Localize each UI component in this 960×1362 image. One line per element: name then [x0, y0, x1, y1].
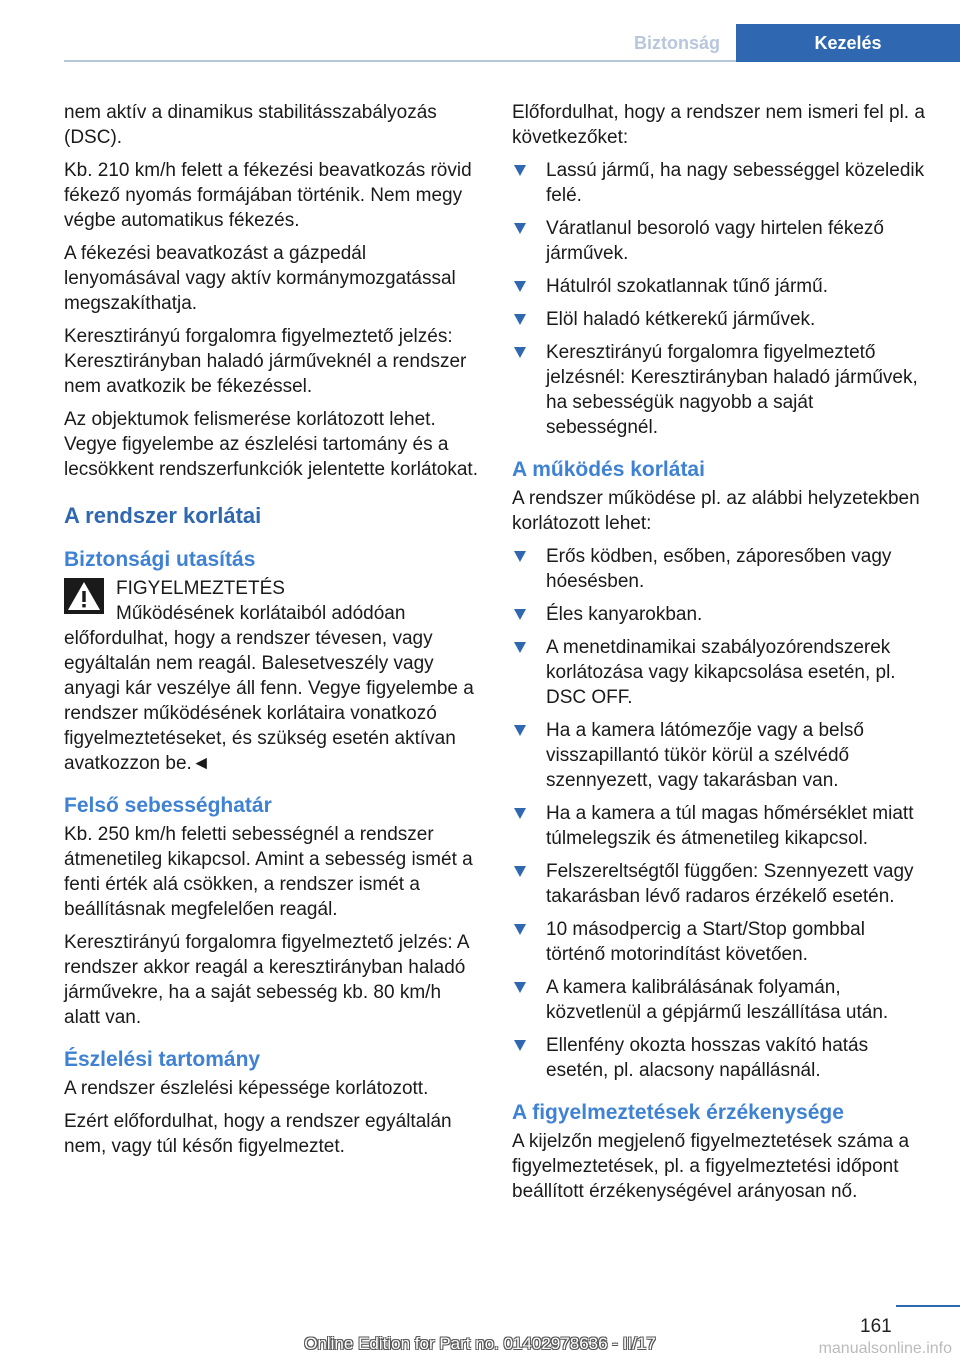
bullet-triangle-icon	[514, 314, 526, 325]
list-item: A kamera kalibrálásának folyamán, közvetlenül a gépjármű leszállítása után.	[512, 975, 926, 1025]
warning-text: Működésének korlátaiból adódóan előfordulhat, hogy a rendszer tévesen, vagy egyáltalán nem reagál. Balesetveszély vagy anyagi kár veszélye áll fenn. Vegye figyelembe a rendszer működésének korlátaira vonatkozó figyelmeztetéseket, és szükség esetén aktívan avatkozzon be.◄	[64, 603, 474, 774]
paragraph: A fékezési beavatkozást a gázpedál lenyomásával vagy aktív kormánymozgatással megszakíthatja.	[64, 243, 456, 314]
warning-block	[64, 576, 478, 776]
bullet-triangle-icon	[514, 808, 526, 819]
paragraph: Előfordulhat, hogy a rendszer nem ismeri fel pl. a következőket:	[512, 102, 925, 148]
bullet-triangle-icon	[514, 551, 526, 562]
bullet-triangle-icon	[514, 223, 526, 234]
warning-triangle-icon	[64, 578, 104, 614]
list-item: Keresztirányú forgalomra figyelmeztető jelzésnél: Keresztirányban haladó járművek, ha sebességük nagyobb a saját sebességnél.	[512, 340, 926, 440]
bullet-triangle-icon	[514, 1040, 526, 1051]
subheading-speed-limit: Felső sebességhatár	[64, 794, 272, 817]
section-heading-limits: A rendszer korlátai	[64, 503, 262, 528]
subheading-safety: Biztonsági utasítás	[64, 548, 256, 571]
left-column	[64, 100, 478, 1167]
bullet-triangle-icon	[514, 642, 526, 653]
subheading-function-limits: A működés korlátai	[512, 458, 705, 481]
right-column	[512, 100, 926, 1212]
bullet-triangle-icon	[514, 165, 526, 176]
paragraph: A rendszer működése pl. az alábbi helyzetekben korlátozott lehet:	[512, 488, 920, 534]
list-item: Felszereltségtől függően: Szennyezett vagy takarásban lévő radaros érzékelő esetén.	[512, 859, 926, 909]
list-item: A menetdinamikai szabályozórendszerek korlátozása vagy kikapcsolása esetén, pl. DSC OFF.	[512, 635, 926, 710]
watermark: manualsonline.info	[818, 1340, 952, 1357]
header-tabs	[618, 24, 960, 62]
subheading-detection-range: Észlelési tartomány	[64, 1048, 261, 1071]
list-item: Hátulról szokatlannak tűnő jármű.	[512, 274, 926, 299]
edition-footer: Online Edition for Part no. 01402978636 - II/17	[304, 1334, 656, 1353]
footer-accent-line	[896, 1305, 960, 1307]
subheading-warning-sensitivity: A figyelmeztetések érzékenysége	[512, 1101, 844, 1124]
function-limits-list	[512, 544, 926, 1083]
bullet-triangle-icon	[514, 866, 526, 877]
list-item: Éles kanyarokban.	[512, 602, 926, 627]
list-item: Ha a kamera a túl magas hőmérséklet miatt túlmelegszik és átmenetileg kikapcsol.	[512, 801, 926, 851]
bullet-triangle-icon	[514, 347, 526, 358]
page-header	[64, 24, 960, 62]
warning-title: FIGYELMEZTETÉS	[116, 578, 285, 599]
paragraph: A rendszer észlelési képessége korlátozott.	[64, 1078, 429, 1099]
paragraph: Kb. 210 km/h felett a fékezési beavatkozás rövid fékező nyomás formájában történik. Nem megy végbe automatikus fékezés.	[64, 160, 472, 231]
paragraph: Kb. 250 km/h feletti sebességnél a rendszer átmenetileg kikapcsol. Amint a sebesség ismét a fenti érték alá csökken, a rendszer ismét a beállításnak megfelelően reagál.	[64, 824, 473, 920]
tab-biztonsag[interactable]: Biztonság	[633, 33, 720, 53]
bullet-triangle-icon	[514, 924, 526, 935]
list-item: Elöl haladó kétkerekű járművek.	[512, 307, 926, 332]
paragraph: A kijelzőn megjelenő figyelmeztetések száma a figyelmeztetések, pl. a figyelmeztetési időpont beállított érzékenységével arányosan nő.	[512, 1131, 910, 1202]
bullet-triangle-icon	[514, 725, 526, 736]
paragraph: Az objektumok felismerése korlátozott lehet. Vegye figyelembe az észlelési tartomány és a lecsökkent rendszerfunkciók jelentette korlátokat.	[64, 409, 478, 480]
paragraph: nem aktív a dinamikus stabilitásszabályozás (DSC).	[64, 102, 437, 148]
paragraph: Keresztirányú forgalomra figyelmeztető jelzés: A rendszer akkor reagál a keresztirányban haladó járművekre, ha a saját sebesség kb. 80 km/h alatt van.	[64, 932, 469, 1028]
bullet-triangle-icon	[514, 982, 526, 993]
paragraph: Keresztirányú forgalomra figyelmeztető jelzés: Keresztirányban haladó járműveknél a rendszer nem avatkozik be fékezéssel.	[64, 326, 467, 397]
bullet-triangle-icon	[514, 609, 526, 620]
bullet-triangle-icon	[514, 281, 526, 292]
list-item: Ha a kamera látómezője vagy a belső visszapillantó tükör körül a szélvédő szennyezett, vagy takarásban van.	[512, 718, 926, 793]
paragraph: Ezért előfordulhat, hogy a rendszer egyáltalán nem, vagy túl későn figyelmeztet.	[64, 1111, 452, 1157]
list-item: Váratlanul besoroló vagy hirtelen fékező járművek.	[512, 216, 926, 266]
recognition-limits-list	[512, 158, 926, 440]
list-item: Lassú jármű, ha nagy sebességgel közeledik felé.	[512, 158, 926, 208]
list-item: Ellenfény okozta hosszas vakító hatás esetén, pl. alacsony napállásnál.	[512, 1033, 926, 1083]
list-item: 10 másodpercig a Start/Stop gombbal történő motorindítást követően.	[512, 917, 926, 967]
tab-kezeles[interactable]: Kezelés	[736, 24, 960, 62]
list-item: Erős ködben, esőben, záporesőben vagy hóesésben.	[512, 544, 926, 594]
page-number: 161	[860, 1316, 892, 1337]
